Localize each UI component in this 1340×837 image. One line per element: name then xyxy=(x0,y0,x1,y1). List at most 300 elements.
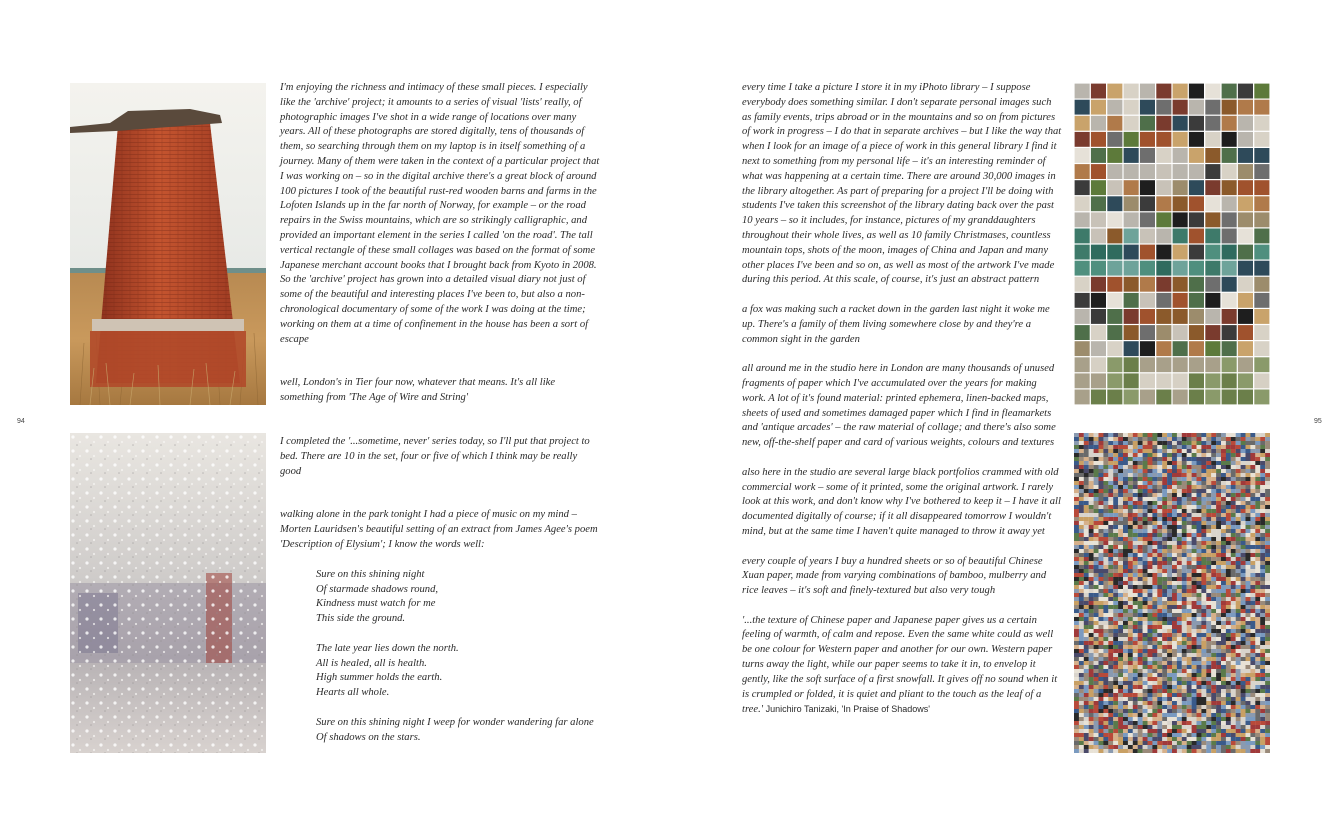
thumbnail xyxy=(1172,657,1177,661)
thumbnail xyxy=(1211,505,1216,509)
thumbnail xyxy=(1118,493,1123,497)
thumbnail xyxy=(1084,601,1089,605)
thumbnail xyxy=(1124,373,1139,388)
thumbnail xyxy=(1167,621,1172,625)
thumbnail xyxy=(1084,745,1089,749)
thumbnail xyxy=(1182,625,1187,629)
thumbnail xyxy=(1108,717,1113,721)
thumbnail xyxy=(1167,453,1172,457)
thumbnail xyxy=(1187,441,1192,445)
thumbnail xyxy=(1079,645,1084,649)
thumbnail xyxy=(1138,661,1143,665)
thumbnail xyxy=(1265,441,1270,445)
thumbnail xyxy=(1250,613,1255,617)
thumbnail xyxy=(1084,589,1089,593)
thumbnail xyxy=(1113,633,1118,637)
thumbnail xyxy=(1250,545,1255,549)
thumbnail xyxy=(1118,597,1123,601)
thumbnail xyxy=(1079,745,1084,749)
thumbnail xyxy=(1123,457,1128,461)
thumbnail xyxy=(1241,657,1246,661)
thumbnail xyxy=(1211,605,1216,609)
thumbnail xyxy=(1094,681,1099,685)
thumbnail xyxy=(1238,341,1253,356)
thumbnail xyxy=(1216,617,1221,621)
thumbnail xyxy=(1206,689,1211,693)
thumbnail xyxy=(1118,441,1123,445)
thumbnail xyxy=(1182,693,1187,697)
thumbnail xyxy=(1143,529,1148,533)
thumbnail xyxy=(1118,665,1123,669)
thumbnail xyxy=(1231,469,1236,473)
thumbnail xyxy=(1089,561,1094,565)
thumbnail xyxy=(1192,525,1197,529)
thumbnail xyxy=(1148,477,1153,481)
thumbnail xyxy=(1118,533,1123,537)
thumbnail xyxy=(1221,481,1226,485)
thumbnail xyxy=(1182,709,1187,713)
thumbnail xyxy=(1206,505,1211,509)
thumbnail xyxy=(1162,537,1167,541)
thumbnail xyxy=(1241,505,1246,509)
thumbnail xyxy=(1265,637,1270,641)
thumbnail xyxy=(1108,749,1113,753)
thumbnail xyxy=(1074,749,1079,753)
thumbnail xyxy=(1152,433,1157,437)
thumbnail xyxy=(1167,505,1172,509)
thumbnail xyxy=(1124,325,1139,340)
thumbnail xyxy=(1162,705,1167,709)
thumbnail xyxy=(1226,617,1231,621)
thumbnail xyxy=(1172,653,1177,657)
thumbnail xyxy=(1079,549,1084,553)
thumbnail xyxy=(1143,681,1148,685)
thumbnail xyxy=(1128,697,1133,701)
thumbnail xyxy=(1089,601,1094,605)
thumbnail xyxy=(1091,341,1106,356)
thumbnail xyxy=(1182,525,1187,529)
thumbnail xyxy=(1138,493,1143,497)
thumbnail xyxy=(1265,457,1270,461)
thumbnail xyxy=(1211,653,1216,657)
thumbnail xyxy=(1167,489,1172,493)
thumbnail xyxy=(1157,445,1162,449)
thumbnail xyxy=(1133,637,1138,641)
thumbnail xyxy=(1133,733,1138,737)
thumbnail xyxy=(1103,545,1108,549)
thumbnail xyxy=(1221,497,1226,501)
thumbnail xyxy=(1074,517,1079,521)
thumbnail xyxy=(1148,505,1153,509)
thumbnail xyxy=(1152,661,1157,665)
poem-line: Kindness must watch for me xyxy=(316,598,436,610)
thumbnail xyxy=(1206,717,1211,721)
thumbnail xyxy=(1099,601,1104,605)
thumbnail xyxy=(1138,477,1143,481)
thumbnail xyxy=(1094,489,1099,493)
thumbnail xyxy=(1192,717,1197,721)
thumbnail xyxy=(1241,593,1246,597)
thumbnail xyxy=(1167,613,1172,617)
thumbnail xyxy=(1133,597,1138,601)
thumbnail xyxy=(1138,745,1143,749)
thumbnail xyxy=(1241,709,1246,713)
thumbnail xyxy=(1133,477,1138,481)
thumbnail xyxy=(1211,509,1216,513)
thumbnail xyxy=(1113,601,1118,605)
thumbnail xyxy=(1108,637,1113,641)
thumbnail xyxy=(1265,569,1270,573)
thumbnail xyxy=(1216,465,1221,469)
thumbnail xyxy=(1201,665,1206,669)
thumbnail xyxy=(1075,245,1090,260)
thumbnail xyxy=(1123,497,1128,501)
thumbnail xyxy=(1241,713,1246,717)
thumbnail xyxy=(1216,653,1221,657)
thumbnail xyxy=(1246,573,1251,577)
thumbnail xyxy=(1189,261,1204,276)
thumbnail xyxy=(1182,581,1187,585)
thumbnail xyxy=(1201,697,1206,701)
thumbnail xyxy=(1108,689,1113,693)
thumbnail xyxy=(1138,657,1143,661)
thumbnail xyxy=(1103,677,1108,681)
thumbnail xyxy=(1124,357,1139,372)
thumbnail xyxy=(1167,573,1172,577)
thumbnail xyxy=(1099,521,1104,525)
thumbnail xyxy=(1216,749,1221,753)
thumbnail xyxy=(1231,673,1236,677)
thumbnail xyxy=(1123,689,1128,693)
thumbnail xyxy=(1246,469,1251,473)
thumbnail xyxy=(1197,457,1202,461)
thumbnail xyxy=(1192,673,1197,677)
thumbnail xyxy=(1138,537,1143,541)
thumbnail xyxy=(1206,685,1211,689)
thumbnail xyxy=(1254,325,1269,340)
thumbnail xyxy=(1128,689,1133,693)
thumbnail xyxy=(1255,537,1260,541)
thumbnail xyxy=(1241,725,1246,729)
thumbnail xyxy=(1246,569,1251,573)
thumbnail xyxy=(1084,433,1089,437)
thumbnail xyxy=(1157,521,1162,525)
thumbnail xyxy=(1099,589,1104,593)
thumbnail xyxy=(1152,609,1157,613)
thumbnail xyxy=(1226,469,1231,473)
thumbnail xyxy=(1084,509,1089,513)
thumbnail xyxy=(1254,229,1269,244)
thumbnail xyxy=(1201,549,1206,553)
thumbnail xyxy=(1177,517,1182,521)
thumbnail xyxy=(1246,581,1251,585)
thumbnail xyxy=(1231,713,1236,717)
thumbnail xyxy=(1211,677,1216,681)
thumbnail xyxy=(1167,557,1172,561)
thumbnail xyxy=(1084,549,1089,553)
thumbnail xyxy=(1162,621,1167,625)
thumbnail xyxy=(1162,433,1167,437)
thumbnail xyxy=(1079,493,1084,497)
thumbnail xyxy=(1143,473,1148,477)
thumbnail xyxy=(1084,705,1089,709)
thumbnail xyxy=(1074,657,1079,661)
thumbnail xyxy=(1084,733,1089,737)
thumbnail xyxy=(1241,689,1246,693)
thumbnail xyxy=(1187,593,1192,597)
quote-credit: Junichiro Tanizaki, 'In Praise of Shadows' xyxy=(765,704,931,715)
thumbnail xyxy=(1231,665,1236,669)
thumbnail xyxy=(1152,565,1157,569)
thumbnail xyxy=(1113,557,1118,561)
thumbnail xyxy=(1128,521,1133,525)
thumbnail xyxy=(1075,277,1090,292)
thumbnail xyxy=(1099,657,1104,661)
thumbnail xyxy=(1231,749,1236,753)
thumbnail xyxy=(1138,749,1143,753)
thumbnail xyxy=(1143,513,1148,517)
thumbnail xyxy=(1201,733,1206,737)
thumbnail xyxy=(1187,461,1192,465)
thumbnail xyxy=(1099,745,1104,749)
thumbnail xyxy=(1094,689,1099,693)
thumbnail xyxy=(1177,709,1182,713)
thumbnail xyxy=(1250,649,1255,653)
thumbnail xyxy=(1255,745,1260,749)
thumbnail xyxy=(1133,609,1138,613)
thumbnail xyxy=(1226,689,1231,693)
thumbnail xyxy=(1255,481,1260,485)
thumbnail xyxy=(1133,433,1138,437)
thumbnail xyxy=(1148,653,1153,657)
thumbnail xyxy=(1103,445,1108,449)
thumbnail xyxy=(1172,737,1177,741)
thumbnail xyxy=(1099,509,1104,513)
thumbnail xyxy=(1084,709,1089,713)
thumbnail xyxy=(1143,581,1148,585)
thumbnail xyxy=(1241,457,1246,461)
thumbnail xyxy=(1254,132,1269,147)
thumbnail xyxy=(1128,469,1133,473)
thumbnail xyxy=(1152,517,1157,521)
thumbnail xyxy=(1172,617,1177,621)
thumbnail xyxy=(1177,745,1182,749)
thumbnail xyxy=(1094,709,1099,713)
thumbnail xyxy=(1250,509,1255,513)
thumbnail xyxy=(1103,649,1108,653)
thumbnail xyxy=(1108,465,1113,469)
thumbnail xyxy=(1260,585,1265,589)
thumbnail xyxy=(1079,445,1084,449)
thumbnail xyxy=(1246,553,1251,557)
thumbnail xyxy=(1177,749,1182,753)
thumbnail xyxy=(1074,737,1079,741)
thumbnail xyxy=(1246,697,1251,701)
thumbnail xyxy=(1148,665,1153,669)
thumbnail xyxy=(1173,341,1188,356)
thumbnail xyxy=(1118,501,1123,505)
thumbnail xyxy=(1226,505,1231,509)
thumbnail xyxy=(1099,617,1104,621)
thumbnail xyxy=(1148,729,1153,733)
thumbnail xyxy=(1241,545,1246,549)
thumbnail xyxy=(1206,593,1211,597)
thumbnail xyxy=(1167,537,1172,541)
poem-line: Sure on this shining night xyxy=(316,568,425,580)
thumbnail xyxy=(1265,513,1270,517)
thumbnail xyxy=(1162,565,1167,569)
thumbnail xyxy=(1197,649,1202,653)
thumbnail xyxy=(1138,517,1143,521)
thumbnail xyxy=(1162,709,1167,713)
thumbnail xyxy=(1236,689,1241,693)
thumbnail xyxy=(1103,433,1108,437)
thumbnail xyxy=(1094,501,1099,505)
thumbnail xyxy=(1231,449,1236,453)
thumbnail xyxy=(1103,525,1108,529)
thumbnail xyxy=(1152,613,1157,617)
thumbnail xyxy=(1123,505,1128,509)
thumbnail xyxy=(1236,613,1241,617)
thumbnail xyxy=(1177,497,1182,501)
thumbnail xyxy=(1074,629,1079,633)
thumbnail xyxy=(1221,673,1226,677)
thumbnail xyxy=(1182,533,1187,537)
thumbnail xyxy=(1187,561,1192,565)
thumbnail xyxy=(1123,645,1128,649)
thumbnail xyxy=(1079,589,1084,593)
thumbnail xyxy=(1206,525,1211,529)
thumbnail xyxy=(1084,665,1089,669)
thumbnail xyxy=(1103,565,1108,569)
thumbnail xyxy=(1133,445,1138,449)
thumbnail xyxy=(1255,693,1260,697)
thumbnail xyxy=(1108,437,1113,441)
thumbnail xyxy=(1075,325,1090,340)
thumbnail xyxy=(1211,497,1216,501)
thumbnail xyxy=(1108,561,1113,565)
thumbnail xyxy=(1152,465,1157,469)
thumbnail xyxy=(1226,693,1231,697)
thumbnail xyxy=(1108,609,1113,613)
thumbnail xyxy=(1192,549,1197,553)
thumbnail xyxy=(1173,116,1188,131)
thumbnail xyxy=(1206,713,1211,717)
thumbnail xyxy=(1118,517,1123,521)
thumbnail xyxy=(1157,569,1162,573)
thumbnail xyxy=(1138,433,1143,437)
thumbnail xyxy=(1211,501,1216,505)
thumbnail xyxy=(1201,657,1206,661)
thumbnail xyxy=(1172,497,1177,501)
thumbnail xyxy=(1206,465,1211,469)
thumbnail xyxy=(1138,585,1143,589)
thumbnail xyxy=(1241,461,1246,465)
thumbnail xyxy=(1221,681,1226,685)
thumbnail xyxy=(1123,641,1128,645)
thumbnail xyxy=(1123,717,1128,721)
thumbnail xyxy=(1107,309,1122,324)
thumbnail xyxy=(1128,733,1133,737)
thumbnail xyxy=(1143,741,1148,745)
thumbnail xyxy=(1133,569,1138,573)
thumbnail xyxy=(1091,229,1106,244)
thumbnail xyxy=(1192,465,1197,469)
thumbnail xyxy=(1099,453,1104,457)
thumbnail xyxy=(1221,433,1226,437)
thumbnail xyxy=(1231,517,1236,521)
thumbnail xyxy=(1173,293,1188,308)
thumbnail xyxy=(1236,625,1241,629)
thumbnail xyxy=(1238,116,1253,131)
thumbnail xyxy=(1260,729,1265,733)
thumbnail xyxy=(1157,729,1162,733)
thumbnail xyxy=(1123,625,1128,629)
thumbnail xyxy=(1250,633,1255,637)
thumbnail xyxy=(1094,477,1099,481)
thumbnail xyxy=(1260,689,1265,693)
thumbnail xyxy=(1226,513,1231,517)
thumbnail xyxy=(1172,565,1177,569)
thumbnail xyxy=(1205,293,1220,308)
thumbnail xyxy=(1246,677,1251,681)
thumbnail xyxy=(1128,609,1133,613)
thumbnail xyxy=(1128,745,1133,749)
thumbnail xyxy=(1123,569,1128,573)
thumbnail xyxy=(1177,465,1182,469)
thumbnail xyxy=(1201,521,1206,525)
thumbnail xyxy=(1241,717,1246,721)
thumbnail xyxy=(1172,613,1177,617)
thumbnail xyxy=(1260,437,1265,441)
thumbnail xyxy=(1103,473,1108,477)
thumbnail xyxy=(1189,277,1204,292)
thumbnail xyxy=(1133,629,1138,633)
thumbnail xyxy=(1128,525,1133,529)
thumbnail xyxy=(1216,745,1221,749)
thumbnail xyxy=(1265,705,1270,709)
thumbnail xyxy=(1246,621,1251,625)
thumbnail xyxy=(1231,541,1236,545)
thumbnail xyxy=(1075,373,1090,388)
thumbnail xyxy=(1118,681,1123,685)
thumbnail xyxy=(1236,745,1241,749)
thumbnail xyxy=(1187,705,1192,709)
thumbnail xyxy=(1192,593,1197,597)
thumbnail xyxy=(1221,665,1226,669)
thumbnail xyxy=(1216,709,1221,713)
thumbnail xyxy=(1079,553,1084,557)
thumbnail xyxy=(1231,521,1236,525)
thumbnail xyxy=(1099,725,1104,729)
thumbnail xyxy=(1182,645,1187,649)
thumbnail xyxy=(1089,437,1094,441)
thumbnail xyxy=(1221,669,1226,673)
thumbnail xyxy=(1108,733,1113,737)
thumbnail xyxy=(1177,625,1182,629)
thumbnail xyxy=(1079,749,1084,753)
thumbnail xyxy=(1221,713,1226,717)
thumbnail xyxy=(1231,661,1236,665)
thumbnail xyxy=(1099,649,1104,653)
thumbnail xyxy=(1148,525,1153,529)
thumbnail xyxy=(1246,729,1251,733)
thumbnail xyxy=(1113,441,1118,445)
thumbnail xyxy=(1231,493,1236,497)
thumbnail xyxy=(1152,497,1157,501)
thumbnail xyxy=(1133,641,1138,645)
thumbnail xyxy=(1157,633,1162,637)
